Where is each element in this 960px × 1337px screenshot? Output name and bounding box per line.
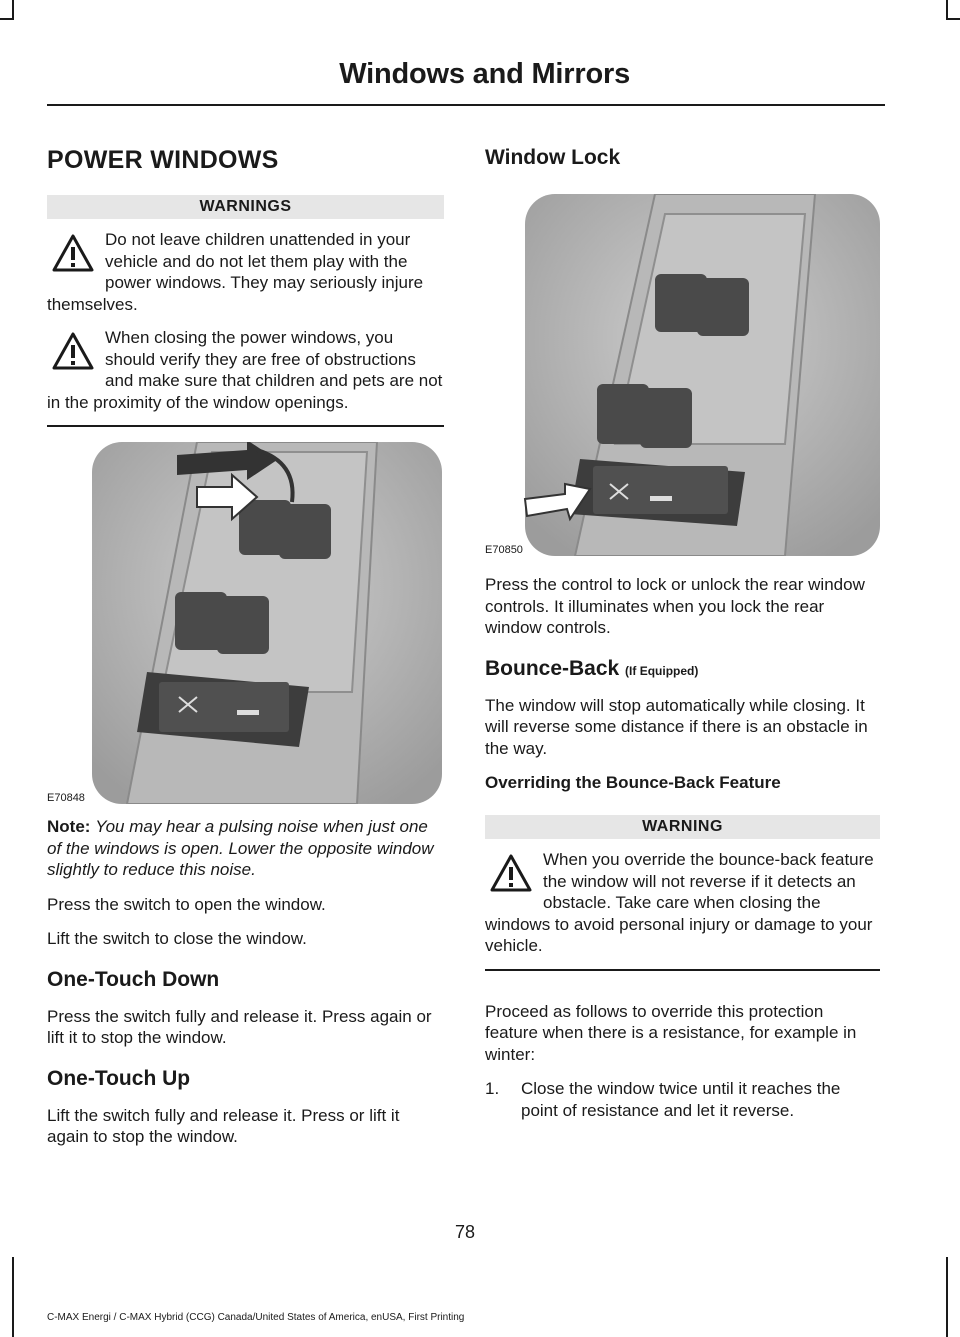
warning-text: Do not leave children unattended in your vehicle and do not let them play with the power windows. They may seriously injure themselves. [47,230,424,314]
left-column [47,140,444,1161]
note-label: Note: [47,817,91,836]
paragraph: The window will stop automatically while closing. It will reverse some distance if there is an obstacle in the way. [485,695,868,758]
warning-block [47,229,444,315]
steps-list [485,1078,880,1121]
warning-text: When you override the bounce-back feature the window will not reverse if it detects an obstacle. Take care when closing the windows to avoid personal injury or damage to your vehicle. [485,850,874,955]
warning-block [47,327,444,413]
crop-mark [0,18,14,20]
note [47,816,444,881]
door-panel-illustration [47,442,444,804]
one-touch-up-title: One-Touch Up [47,1066,191,1090]
paragraph: Proceed as follows to override this protection feature when there is a resistance, for example in winter: [485,1001,857,1064]
crop-mark [946,1257,948,1337]
figure-code: E70848 [47,792,85,804]
section-title: POWER WINDOWS [47,146,279,174]
step-text: Close the window twice until it reaches the point of resistance and let it reverse. [521,1079,841,1120]
paragraph: Press the control to lock or unlock the rear window controls. It illuminates when you lock the rear window controls. [485,575,865,637]
override-title: Overriding the Bounce-Back Feature [485,773,781,792]
bounce-back-title-text: Bounce-Back [485,656,620,680]
crop-mark [12,1257,14,1337]
warning-triangle-icon [51,233,95,273]
one-touch-down-title: One-Touch Down [47,967,220,991]
warning-triangle-icon [489,853,533,893]
page-number: 78 [454,1222,476,1242]
warnings-label: WARNINGS [47,195,444,219]
warning-end-rule [47,425,444,427]
bounce-back-title [485,657,880,681]
warning-label: WARNING [485,815,880,839]
warning-end-rule [485,969,880,971]
page-header-title: Windows and Mirrors [339,58,630,90]
window-lock-illustration [485,194,880,556]
list-item [485,1078,880,1121]
page-footer: C-MAX Energi / C-MAX Hybrid (CCG) Canada/United States of America, enUSA, First Printing [47,1312,465,1323]
header-rule [47,104,885,106]
warning-triangle-icon [51,331,95,371]
window-switch-illustration [47,442,444,804]
paragraph: Lift the switch to close the window. [47,929,307,948]
door-panel-illustration [485,194,880,556]
paragraph: Press the switch fully and release it. Press again or lift it to stop the window. [47,1006,432,1047]
warning-text: When closing the power windows, you should verify they are free of obstructions and make sure that children and pets are not in the proximity of the window openings. [47,328,443,412]
paragraph: Press the switch to open the window. [47,894,326,914]
crop-mark [946,18,960,20]
warning-block [485,849,880,957]
window-lock-title: Window Lock [485,146,621,169]
right-column [485,140,880,1121]
paragraph: Lift the switch fully and release it. Press or lift it again to stop the window. [47,1105,400,1146]
step-number: 1. [485,1079,500,1098]
if-equipped-label: (If Equipped) [625,663,699,678]
crop-mark [946,0,948,20]
note-text: You may hear a pulsing noise when just one of the windows is open. Lower the opposite window slightly to reduce this noise. [47,817,434,879]
figure-code: E70850 [485,544,523,556]
crop-mark [12,0,14,20]
